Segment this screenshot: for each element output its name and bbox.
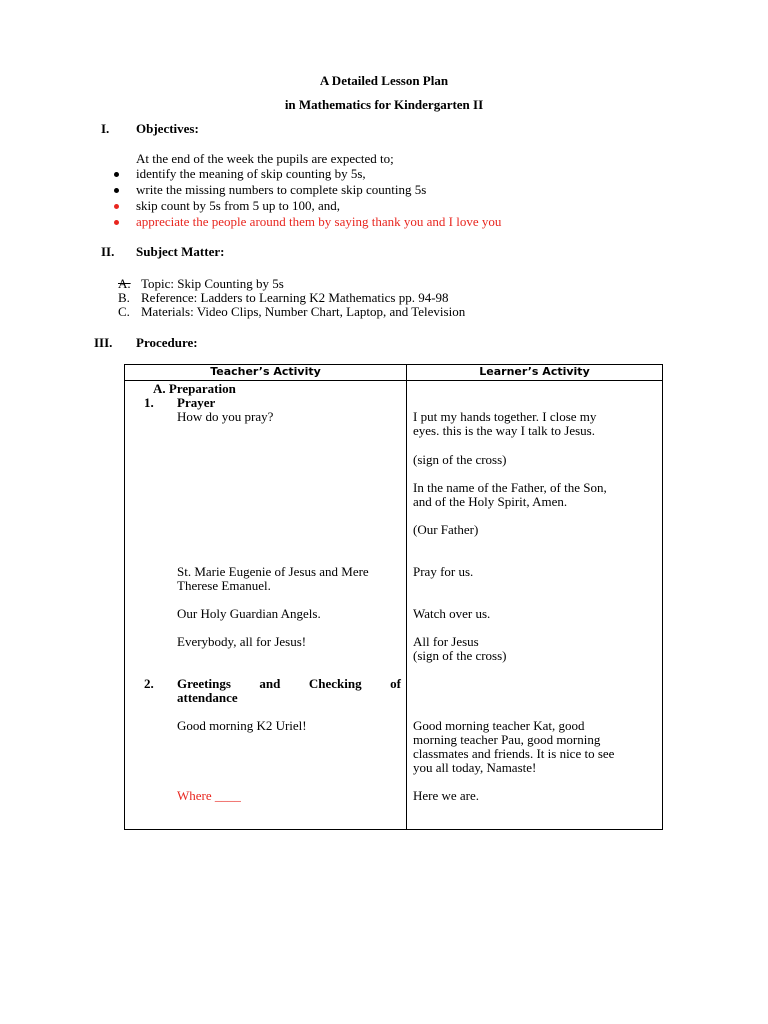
teacher-marie-line-1: St. Marie Eugenie of Jesus and Mere (177, 564, 369, 579)
objectives-numeral: I. (101, 121, 110, 136)
activity-table (124, 364, 663, 830)
learner-pray-line-1: I put my hands together. I close my (413, 409, 597, 424)
sub-prayer-num: 1. (144, 395, 154, 410)
subject-numeral: II. (101, 244, 115, 259)
bullet-icon (114, 188, 119, 193)
teacher-pray-question: How do you pray? (177, 409, 274, 424)
objectives-heading: Objectives: (136, 121, 199, 136)
subject-letter-a: A. (118, 276, 131, 291)
learner-watch-over: Watch over us. (413, 606, 491, 621)
objective-item-2: write the missing numbers to complete skip counting 5s (136, 182, 427, 197)
learner-sign-cross-1: (sign of the cross) (413, 452, 507, 467)
greetings-word-2: and (259, 676, 281, 691)
teacher-angels: Our Holy Guardian Angels. (177, 606, 321, 621)
learner-our-father: (Our Father) (413, 522, 479, 537)
learner-name-line-1: In the name of the Father, of the Son, (413, 480, 607, 495)
procedure-heading: Procedure: (136, 335, 198, 350)
sub-greetings-num: 2. (144, 676, 154, 691)
teacher-marie-line-2: Therese Emanuel. (177, 578, 271, 593)
greetings-word-1: Greetings (177, 676, 231, 691)
sub-prayer-label: Prayer (177, 395, 216, 410)
learner-column (407, 381, 663, 830)
col-header-teacher: Teacher’s Activity (125, 365, 407, 381)
learner-gm-line-2: morning teacher Pau, good morning (413, 732, 601, 747)
bullet-icon (114, 220, 119, 225)
subject-letter-c: C. (118, 304, 130, 319)
sub-greetings-label (177, 676, 401, 691)
greetings-word-4: of (390, 676, 401, 691)
title-line-1: A Detailed Lesson Plan (319, 73, 449, 88)
procedure-numeral: III. (94, 335, 113, 350)
section-preparation: A. Preparation (153, 381, 236, 396)
learner-sign-cross-2: (sign of the cross) (413, 648, 507, 663)
learner-gm-line-4: you all today, Namaste! (413, 760, 537, 775)
bullet-icon (114, 204, 119, 209)
teacher-where: Where ____ (177, 788, 241, 803)
learner-gm-line-1: Good morning teacher Kat, good (413, 718, 585, 733)
subject-heading: Subject Matter: (136, 244, 225, 259)
objective-item-1: identify the meaning of skip counting by 5s, (136, 166, 366, 181)
teacher-good-morning: Good morning K2 Uriel! (177, 718, 307, 733)
objective-item-4: appreciate the people around them by saying thank you and I love you (136, 214, 502, 229)
subject-materials: Materials: Video Clips, Number Chart, Laptop, and Television (141, 304, 466, 319)
subject-letter-b: B. (118, 290, 130, 305)
subject-reference: Reference: Ladders to Learning K2 Mathematics pp. 94-98 (141, 290, 449, 305)
learner-pray-line-2: eyes. this is the way I talk to Jesus. (413, 423, 595, 438)
learner-gm-line-3: classmates and friends. It is nice to see (413, 746, 615, 761)
bullet-icon (114, 172, 119, 177)
learner-pray-for-us: Pray for us. (413, 564, 474, 579)
greetings-word-3: Checking (308, 676, 362, 691)
learner-here-we-are: Here we are. (413, 788, 480, 803)
learner-all-for-jesus: All for Jesus (413, 634, 479, 649)
sub-greetings-line-2: attendance (177, 690, 238, 705)
objectives-intro: At the end of the week the pupils are expected to; (136, 151, 394, 166)
col-header-learner: Learner’s Activity (407, 365, 663, 381)
teacher-column (125, 381, 407, 830)
objective-item-3: skip count by 5s from 5 up to 100, and, (136, 198, 341, 213)
teacher-all-for-jesus: Everybody, all for Jesus! (177, 634, 307, 649)
subject-topic: Topic: Skip Counting by 5s (141, 276, 284, 291)
learner-name-line-2: and of the Holy Spirit, Amen. (413, 494, 568, 509)
title-line-2: in Mathematics for Kindergarten II (284, 97, 484, 112)
